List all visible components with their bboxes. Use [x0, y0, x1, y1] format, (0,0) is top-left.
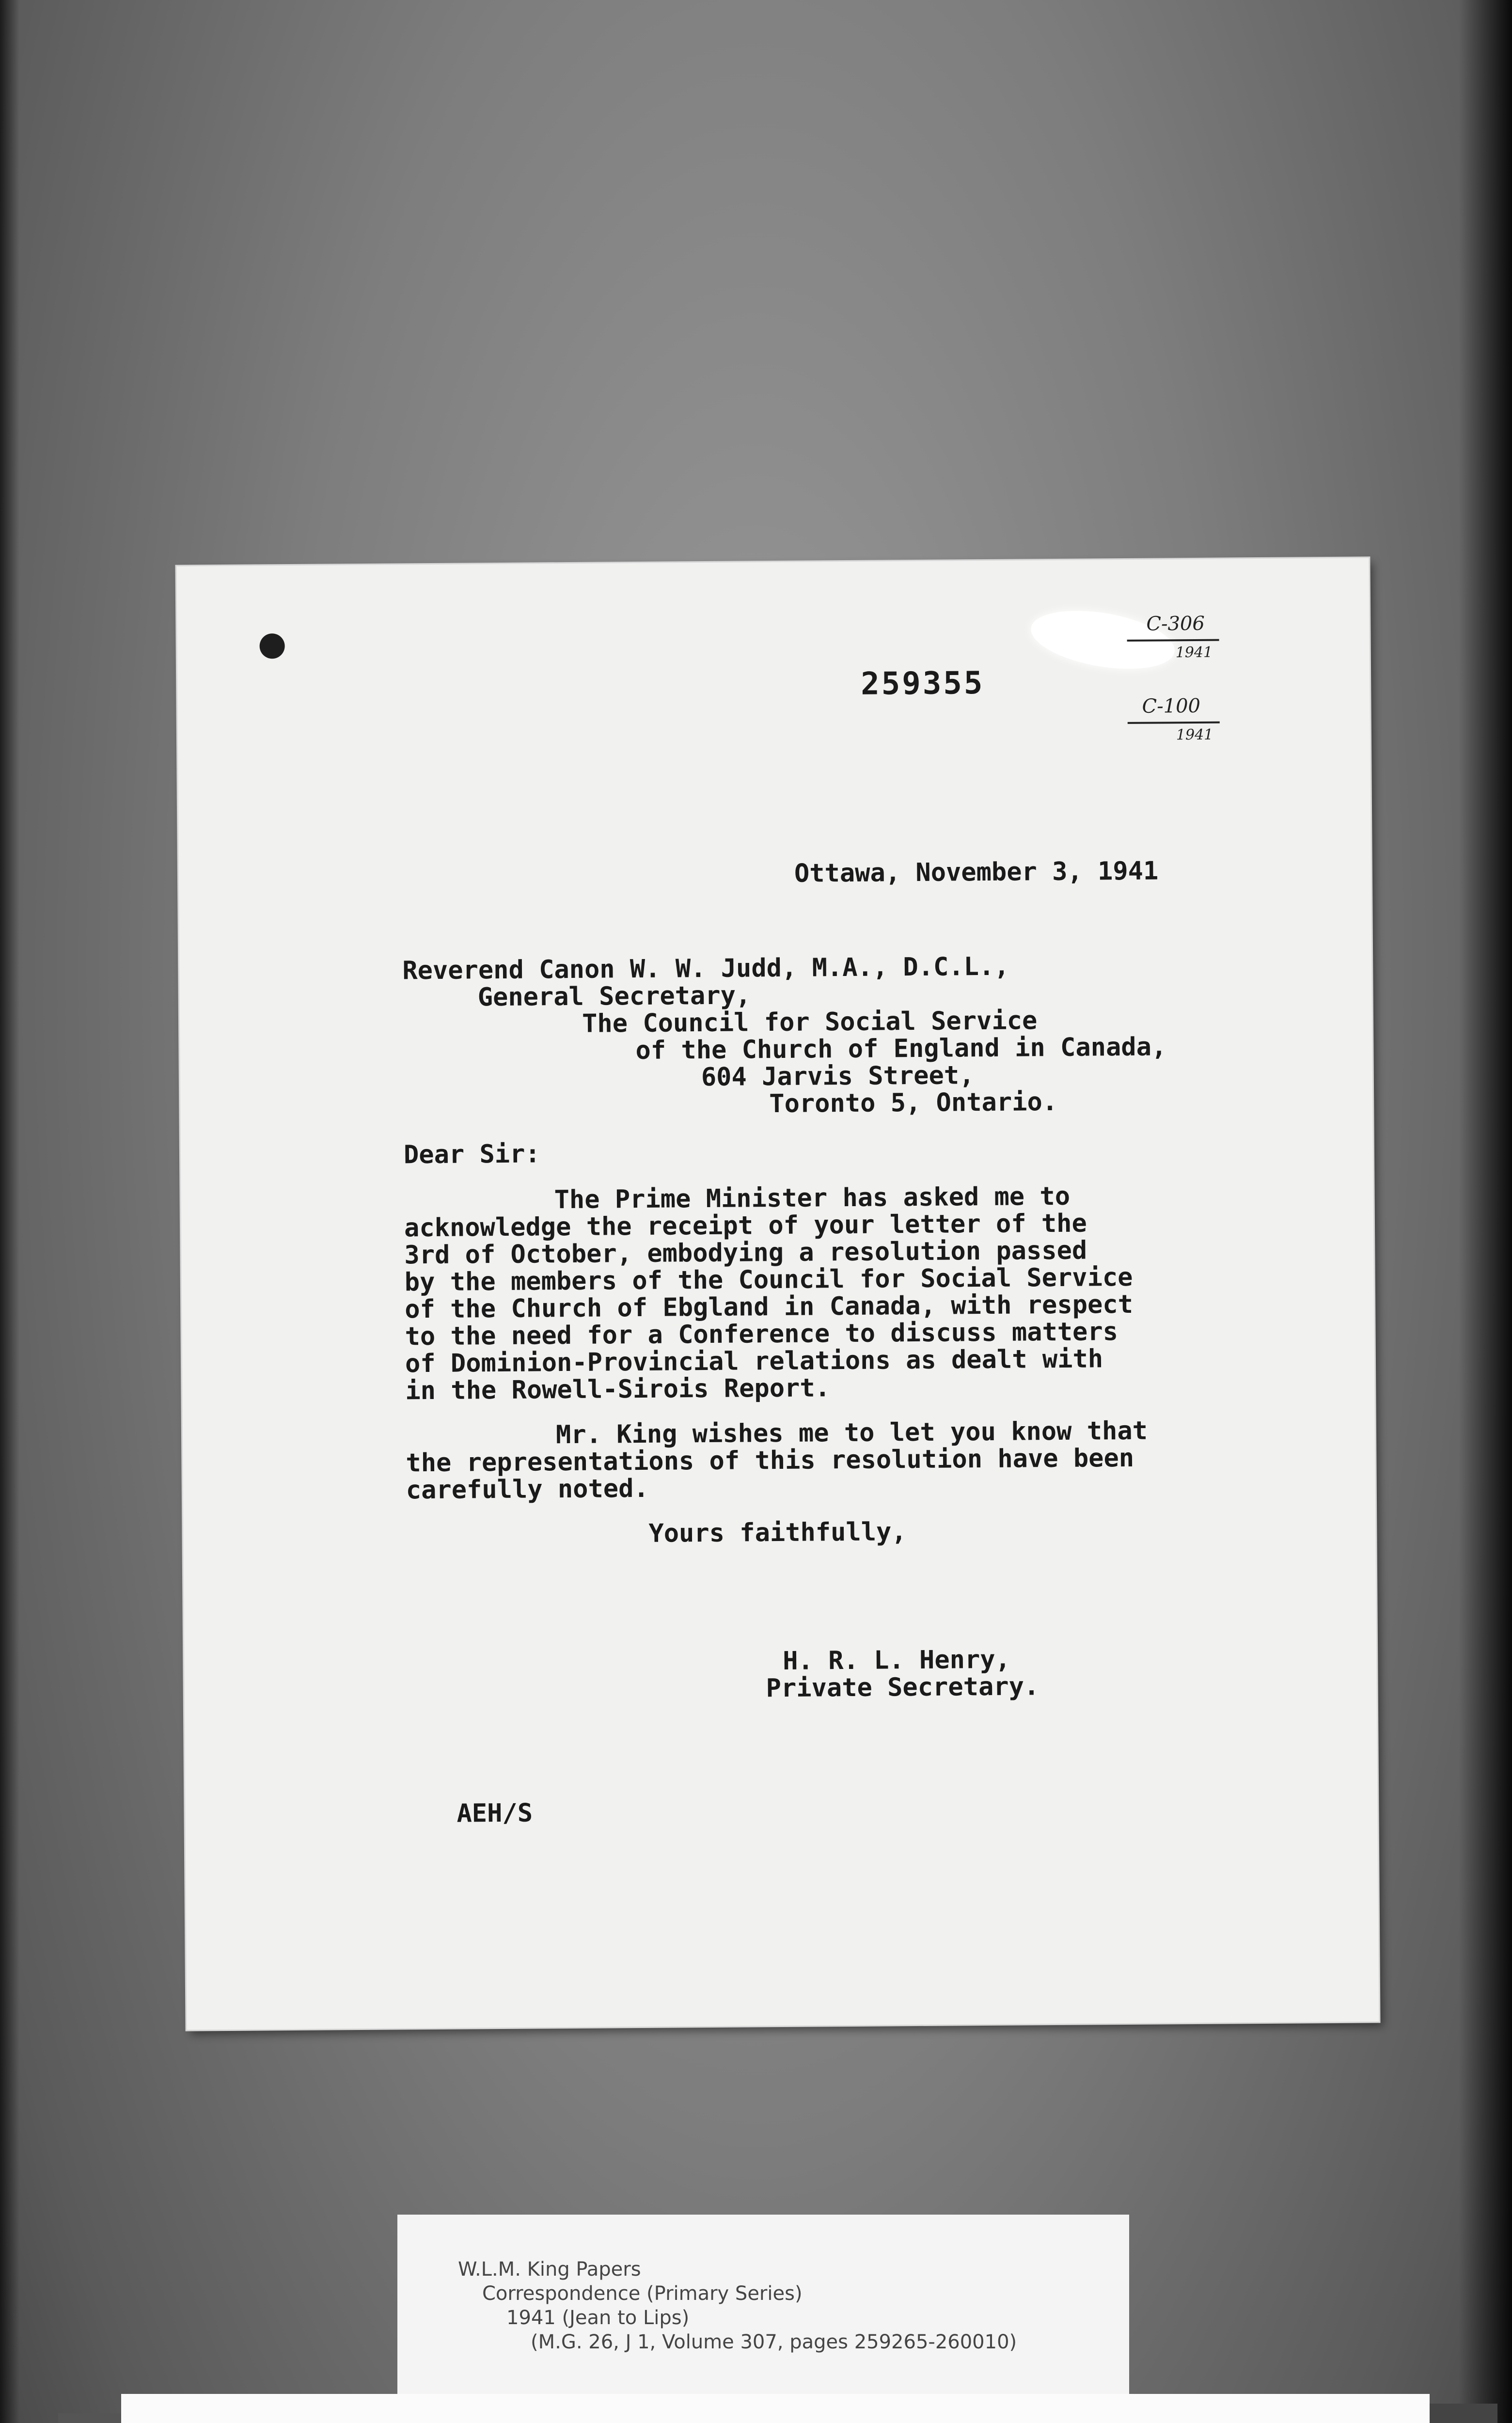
signatory-title: Private Secretary. [766, 1672, 1040, 1703]
reference-initials: AEH/S [457, 1798, 533, 1828]
label-line-1: W.L.M. King Papers [458, 2258, 641, 2281]
typed-letter [176, 558, 1379, 2030]
paragraph1-line-3: 3rd of October, embodying a resolution passed [404, 1236, 1087, 1270]
document-number: 259355 [860, 665, 985, 702]
paragraph1-line-6: to the need for a Conference to discuss matters [405, 1317, 1118, 1352]
right-film-edge [1459, 0, 1512, 2423]
margin-note-1-underline [1127, 639, 1219, 642]
margin-note-2: C-100 [1142, 694, 1201, 718]
panel-frame-left [58, 2413, 126, 2423]
closing: Yours faithfully, [648, 1517, 907, 1548]
signatory-name: H. R. L. Henry, [783, 1645, 1011, 1676]
paragraph2-line-2: the representations of this resolution have been [406, 1443, 1134, 1478]
archive-reference-card [397, 2215, 1129, 2394]
paragraph2-line-1: Mr. King wishes me to let you know that [555, 1416, 1148, 1450]
punch-hole [259, 633, 284, 659]
addressee-line-1: Reverend Canon W. W. Judd, M.A., D.C.L., [402, 952, 1009, 986]
paragraph1-line-2: acknowledge the receipt of your letter of the [404, 1209, 1087, 1243]
paragraph2-line-3: carefully noted. [406, 1474, 649, 1505]
label-line-2: Correspondence (Primary Series) [482, 2282, 803, 2305]
panel-frame-right [1430, 2404, 1497, 2423]
paragraph1-line-1: The Prime Minister has asked me to [554, 1181, 1071, 1215]
addressee-line-2: General Secretary, [477, 981, 751, 1012]
paragraph1-line-5: of the Church of Ebgland in Canada, with respect [404, 1290, 1134, 1324]
salutation: Dear Sir: [403, 1139, 540, 1170]
margin-note-1-year: 1941 [1175, 644, 1213, 661]
addressee-line-4: of the Church of England in Canada, [635, 1032, 1167, 1066]
addressee-line-6: Toronto 5, Ontario. [769, 1087, 1058, 1119]
archive-title-panel [121, 2394, 1430, 2423]
label-line-4: (M.G. 26, J 1, Volume 307, pages 259265-260010) [531, 2331, 1017, 2353]
paragraph1-line-4: by the members of the Council for Social Service [404, 1262, 1133, 1297]
margin-note-2-year: 1941 [1176, 726, 1213, 744]
dateline: Ottawa, November 3, 1941 [794, 856, 1159, 888]
left-film-edge [0, 0, 19, 2423]
label-line-3: 1941 (Jean to Lips) [506, 2307, 690, 2329]
addressee-line-3: The Council for Social Service [582, 1006, 1038, 1038]
paragraph1-line-7: of Dominion-Provincial relations as dealt with [405, 1344, 1103, 1379]
addressee-line-5: 604 Jarvis Street, [701, 1061, 975, 1092]
margin-note-1: C-306 [1146, 612, 1205, 635]
paragraph1-line-8: in the Rowell-Sirois Report. [405, 1373, 831, 1406]
margin-note-2-underline [1128, 722, 1220, 724]
